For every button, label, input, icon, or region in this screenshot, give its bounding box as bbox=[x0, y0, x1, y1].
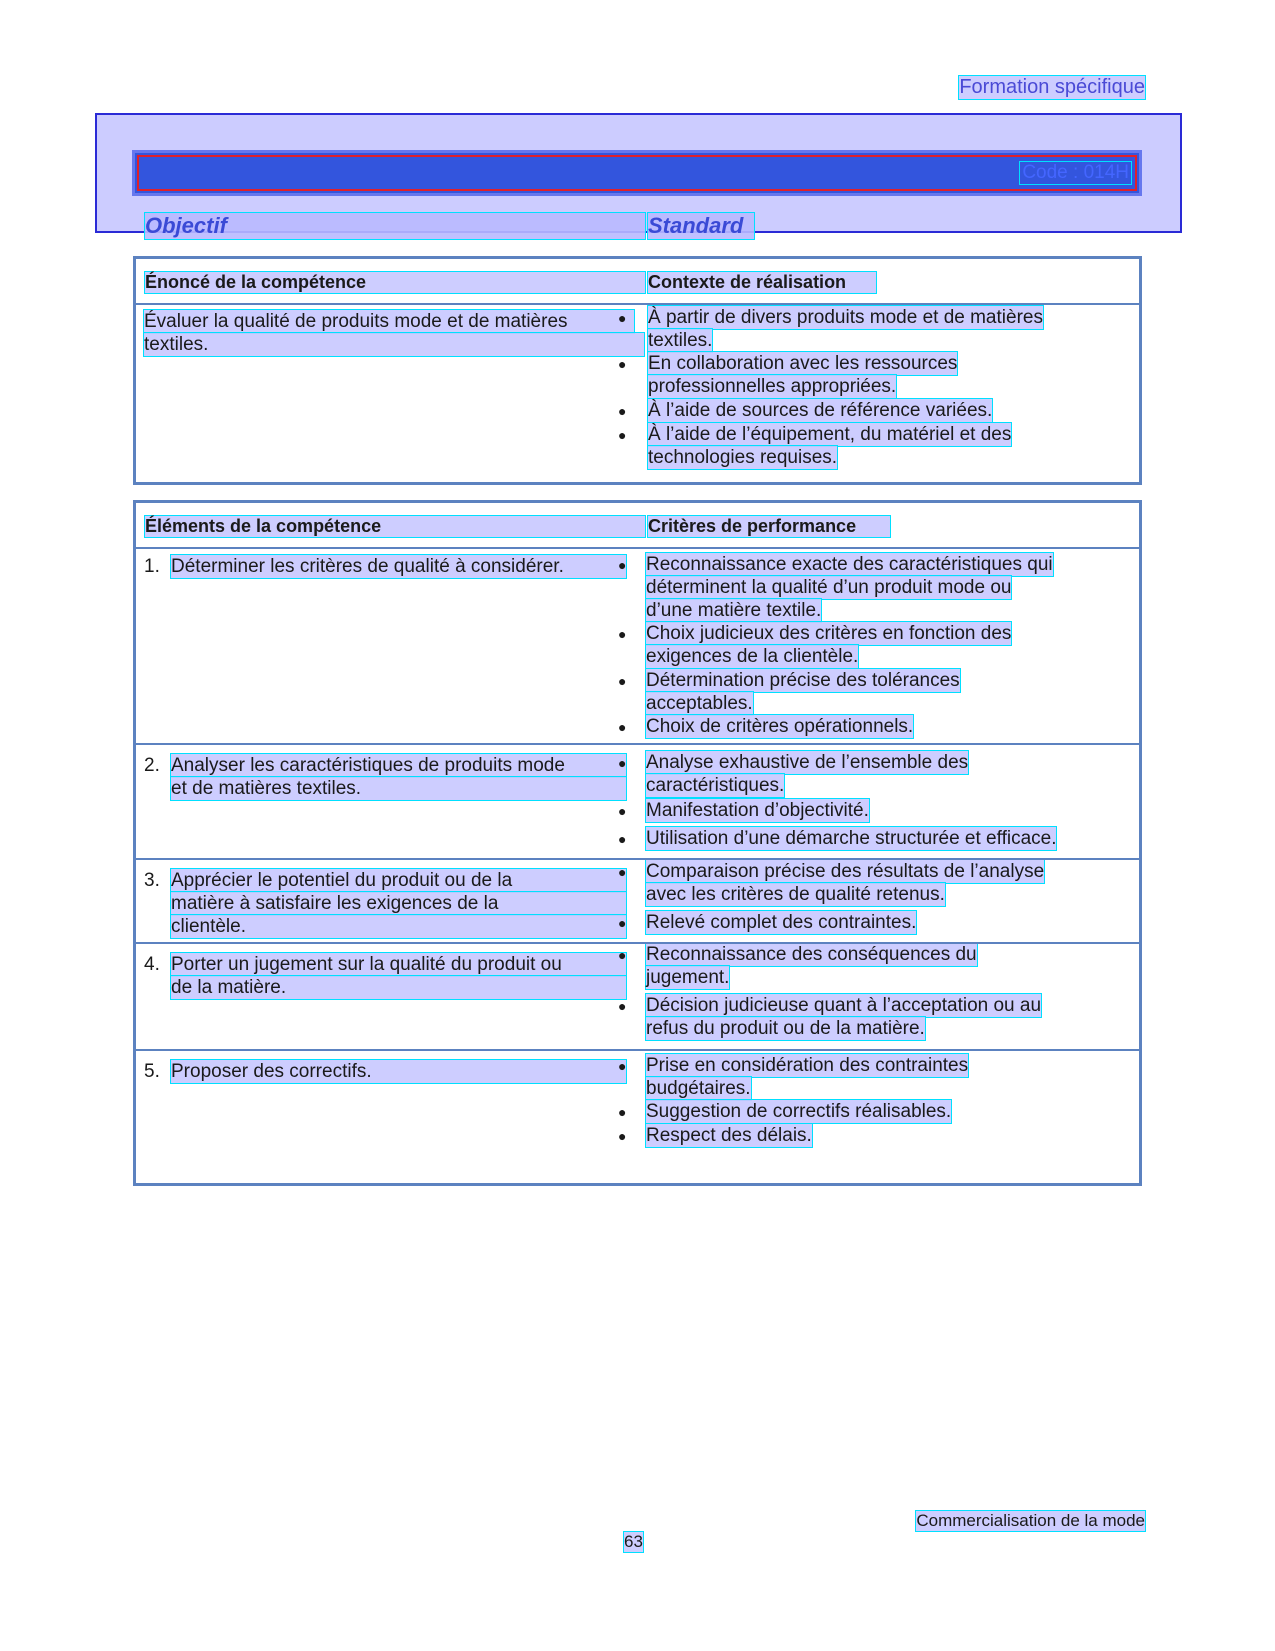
bullet-icon: ● bbox=[618, 831, 627, 847]
criterion-line: Prise en considération des contraintes bbox=[646, 1055, 969, 1076]
element-line: Porter un jugement sur la qualité du produit ou bbox=[171, 953, 626, 976]
bullet-icon: ● bbox=[618, 356, 627, 372]
element-number: 1. bbox=[144, 556, 160, 577]
bullet-icon: ● bbox=[618, 403, 627, 419]
criterion-line: Choix judicieux des critères en fonction des bbox=[646, 623, 1012, 644]
criterion-line: Utilisation d’une démarche structurée et efficace. bbox=[646, 828, 1057, 849]
criterion-line: budgétaires. bbox=[646, 1078, 751, 1099]
element-number: 2. bbox=[144, 755, 160, 776]
criterion-line: Comparaison précise des résultats de l’analyse bbox=[646, 861, 1045, 882]
criterion-line: acceptables. bbox=[646, 693, 753, 714]
criterion-line: professionnelles appropriées. bbox=[648, 376, 897, 397]
bullet-icon: ● bbox=[618, 998, 627, 1014]
context-header: Contexte de réalisation bbox=[648, 272, 876, 293]
bullet-icon: ● bbox=[618, 1104, 627, 1120]
element-number: 5. bbox=[144, 1061, 160, 1082]
criterion-line: refus du produit ou de la matière. bbox=[646, 1018, 925, 1039]
row-divider bbox=[136, 942, 1139, 944]
statement-line: Évaluer la qualité de produits mode et de matières bbox=[144, 310, 634, 333]
row-divider bbox=[136, 858, 1139, 860]
row-divider bbox=[136, 743, 1139, 745]
criterion-line: avec les critères de qualité retenus. bbox=[646, 884, 945, 905]
bullet-icon: ● bbox=[618, 803, 627, 819]
criterion-line: d’une matière textile. bbox=[646, 600, 822, 621]
criterion-line: technologies requises. bbox=[648, 447, 838, 468]
criterion-line: Manifestation d’objectivité. bbox=[646, 800, 869, 821]
criterion-line: Décision judicieuse quant à l’acceptation ou au bbox=[646, 995, 1042, 1016]
criterion-line: Relevé complet des contraintes. bbox=[646, 912, 917, 933]
statement-line: textiles. bbox=[144, 333, 644, 356]
element-line: Analyser les caractéristiques de produits mode bbox=[171, 754, 626, 777]
elements-header: Éléments de la compétence bbox=[145, 516, 645, 537]
standard-label: Standard bbox=[648, 213, 754, 239]
criterion-line: À partir de divers produits mode et de matières bbox=[648, 307, 1043, 328]
criterion-line: Détermination précise des tolérances bbox=[646, 670, 960, 691]
criterion-line: exigences de la clientèle. bbox=[646, 646, 859, 667]
criterion-line: Reconnaissance exacte des caractéristiques qui bbox=[646, 554, 1053, 575]
criterion-line: jugement. bbox=[646, 967, 730, 988]
element-line: de la matière. bbox=[171, 976, 626, 999]
bullet-icon: ● bbox=[618, 755, 627, 771]
criterion-line: En collaboration avec les ressources bbox=[648, 353, 958, 374]
bullet-icon: ● bbox=[618, 719, 627, 735]
table1-header-divider bbox=[136, 303, 1139, 305]
page-number: 63 bbox=[624, 1532, 643, 1551]
criterion-line: textiles. bbox=[648, 330, 713, 351]
criterion-line: À l’aide de sources de référence variées. bbox=[648, 400, 993, 421]
bullet-icon: ● bbox=[618, 864, 627, 880]
criterion-line: Analyse exhaustive de l’ensemble des bbox=[646, 752, 969, 773]
criterion-line: caractéristiques. bbox=[646, 775, 785, 796]
bullet-icon: ● bbox=[618, 626, 627, 642]
element-line: clientèle. bbox=[171, 915, 626, 938]
element-line: Déterminer les critères de qualité à considérer. bbox=[171, 555, 626, 578]
running-header: Formation spécifique bbox=[959, 76, 1145, 98]
criterion-line: Choix de critères opérationnels. bbox=[646, 716, 914, 737]
competency-code: Code : 014H bbox=[1022, 162, 1129, 183]
row-divider bbox=[136, 1049, 1139, 1051]
bullet-icon: ● bbox=[618, 915, 627, 931]
element-number: 4. bbox=[144, 954, 160, 975]
bullet-icon: ● bbox=[618, 557, 627, 573]
element-line: Proposer des correctifs. bbox=[171, 1060, 626, 1083]
criterion-line: Respect des délais. bbox=[646, 1125, 812, 1146]
element-line: Apprécier le potentiel du produit ou de la bbox=[171, 869, 626, 892]
criterion-line: Reconnaissance des conséquences du bbox=[646, 944, 977, 965]
element-line: matière à satisfaire les exigences de la bbox=[171, 892, 626, 915]
bullet-icon: ● bbox=[618, 427, 627, 443]
objective-label: Objectif bbox=[145, 213, 645, 239]
footer-program-name: Commercialisation de la mode bbox=[916, 1511, 1145, 1530]
statement-header: Énoncé de la compétence bbox=[145, 272, 645, 293]
bullet-icon: ● bbox=[618, 310, 627, 326]
code-bar-frame bbox=[137, 155, 1137, 191]
bullet-icon: ● bbox=[618, 1128, 627, 1144]
bullet-icon: ● bbox=[618, 673, 627, 689]
bullet-icon: ● bbox=[618, 1058, 627, 1074]
element-line: et de matières textiles. bbox=[171, 777, 626, 800]
code-bar bbox=[132, 150, 1142, 196]
element-number: 3. bbox=[144, 870, 160, 891]
criterion-line: déterminent la qualité d’un produit mode ou bbox=[646, 577, 1012, 598]
criterion-line: À l’aide de l’équipement, du matériel et des bbox=[648, 424, 1012, 445]
table2-header-divider bbox=[136, 547, 1139, 549]
competency-statement-table bbox=[133, 256, 1142, 485]
criterion-line: Suggestion de correctifs réalisables. bbox=[646, 1101, 952, 1122]
bullet-icon: ● bbox=[618, 947, 627, 963]
competency-elements-table bbox=[133, 500, 1142, 1186]
criteria-header: Critères de performance bbox=[648, 516, 890, 537]
